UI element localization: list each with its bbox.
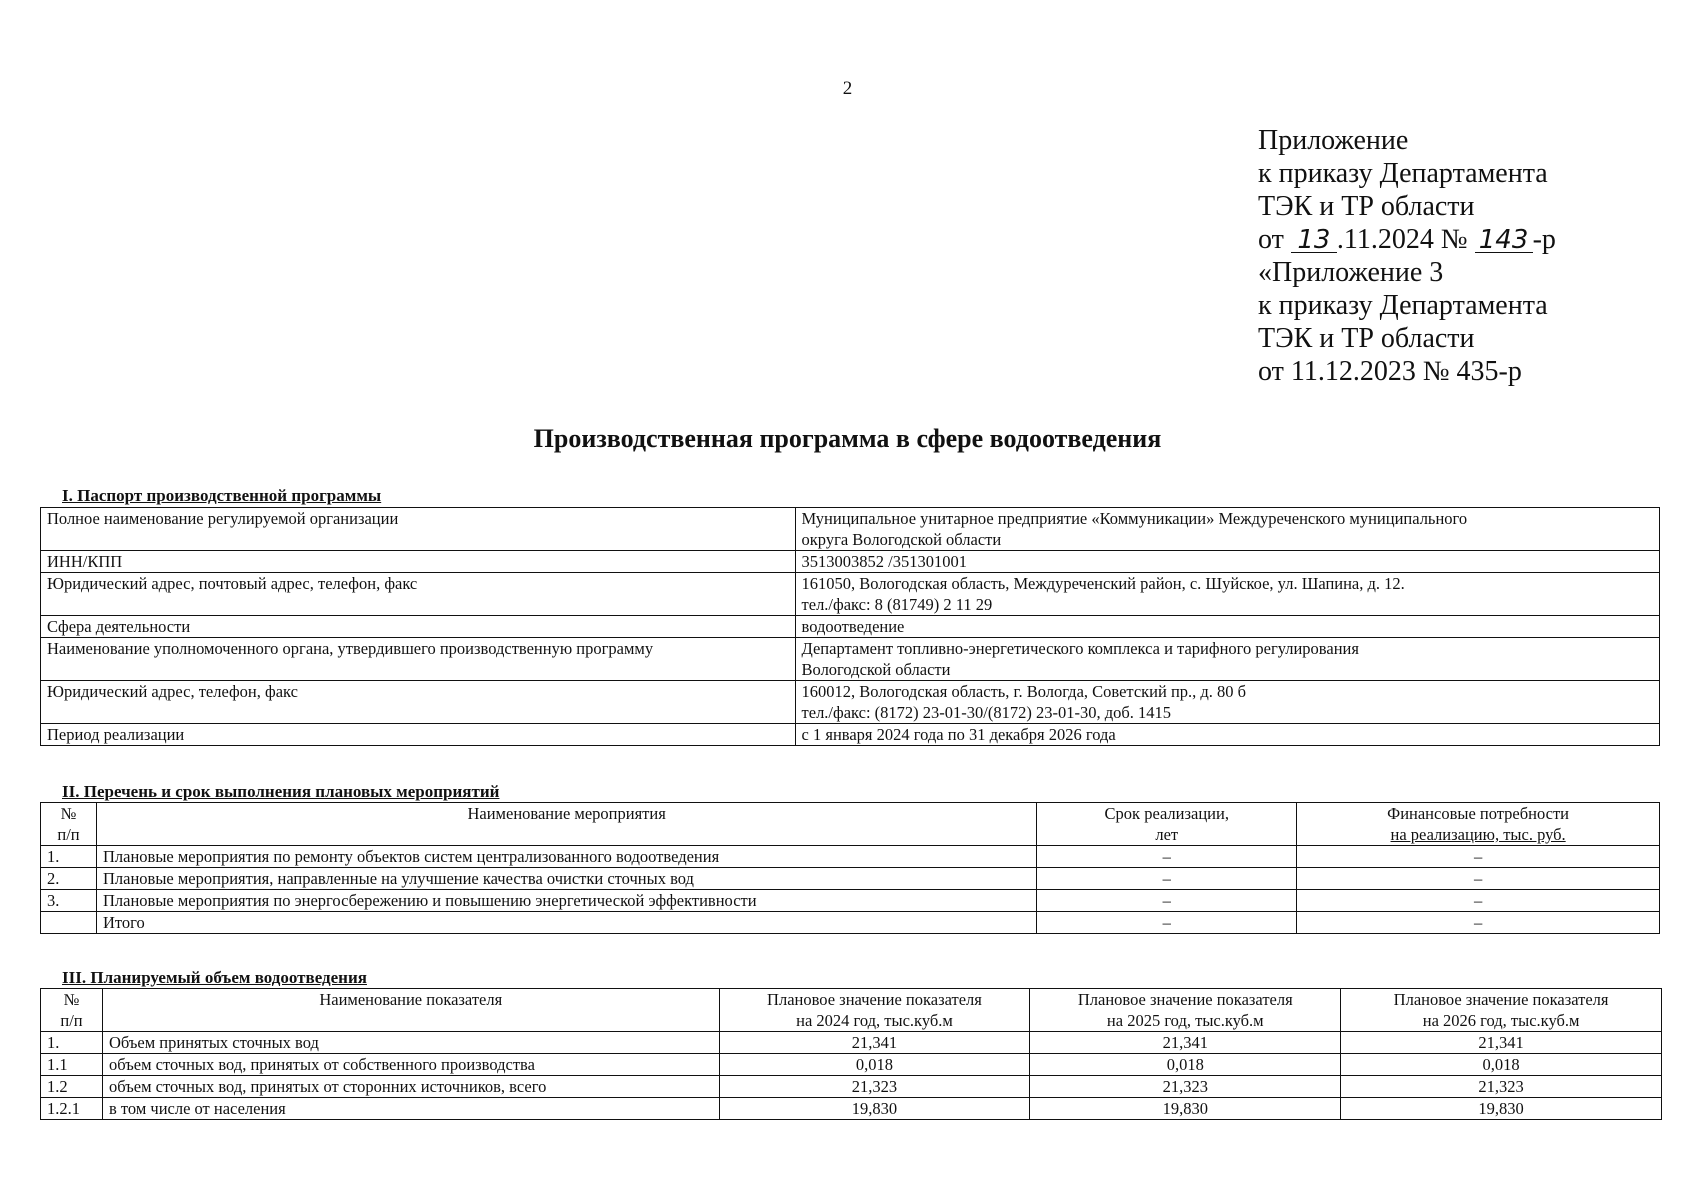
document-title: Производственная программа в сфере водоотведения <box>533 424 1162 453</box>
row-name: Плановые мероприятия, направленные на улучшение качества очистки сточных вод <box>96 868 1036 890</box>
passport-label: Юридический адрес, почтовый адрес, телефон, факс <box>41 573 796 616</box>
table-row <box>41 1076 1662 1098</box>
passport-value: 3513003852 /351301001 <box>795 551 1659 573</box>
row-value-2025: 0,018 <box>1030 1054 1341 1076</box>
appendix-line: ТЭК и ТР области <box>1258 323 1475 354</box>
section-title-passport: I. Паспорт производственной программы <box>62 486 382 505</box>
header-2024: Плановое значение показателя на 2024 год, тыс.куб.м <box>719 989 1030 1032</box>
appendix-block <box>1258 124 1556 388</box>
row-value-2026: 19,830 <box>1341 1098 1662 1120</box>
row-num: 1.2.1 <box>41 1098 103 1120</box>
header-name: Наименование показателя <box>102 989 719 1032</box>
table-row <box>41 681 1660 724</box>
appendix-order-line <box>1258 223 1556 256</box>
row-value-2025: 21,341 <box>1030 1032 1341 1054</box>
table-row-total <box>41 912 1660 934</box>
table-row <box>41 551 1660 573</box>
row-value-2024: 21,341 <box>719 1032 1030 1054</box>
passport-value: 161050, Вологодская область, Междуреченский район, с. Шуйское, ул. Шапина, д. 12. тел./факс: 8 (81749) 2 11 29 <box>795 573 1659 616</box>
passport-value: Муниципальное унитарное предприятие «Коммуникации» Междуреченского муниципального округа Вологодской области <box>795 508 1659 551</box>
row-value-2025: 21,323 <box>1030 1076 1341 1098</box>
passport-label: Сфера деятельности <box>41 616 796 638</box>
row-value-2024: 0,018 <box>719 1054 1030 1076</box>
handwritten-number: 143 <box>1475 228 1533 253</box>
row-value-2025: 19,830 <box>1030 1098 1341 1120</box>
volume-table <box>40 988 1662 1120</box>
table-row <box>41 508 1660 551</box>
row-value-2026: 0,018 <box>1341 1054 1662 1076</box>
passport-value: с 1 января 2024 года по 31 декабря 2026 года <box>795 724 1659 746</box>
passport-label: Наименование уполномоченного органа, утвердившего производственную программу <box>41 638 796 681</box>
appendix-line: Приложение <box>1258 125 1409 156</box>
handwritten-day: 13 <box>1291 228 1337 253</box>
table-row <box>41 573 1660 616</box>
appendix-line: от 11.12.2023 № 435-р <box>1258 356 1522 387</box>
row-value-2024: 19,830 <box>719 1098 1030 1120</box>
row-num <box>41 912 97 934</box>
header-2026: Плановое значение показателя на 2026 год, тыс.куб.м <box>1341 989 1662 1032</box>
table-header-row <box>41 989 1662 1032</box>
row-finance: – <box>1297 846 1660 868</box>
header-2025: Плановое значение показателя на 2025 год, тыс.куб.м <box>1030 989 1341 1032</box>
table-row <box>41 638 1660 681</box>
row-term: – <box>1037 890 1297 912</box>
header-finance: Финансовые потребности на реализацию, тыс. руб. <box>1297 803 1660 846</box>
header-num: № п/п <box>41 989 103 1032</box>
row-term: – <box>1037 868 1297 890</box>
header-term: Срок реализации, лет <box>1037 803 1297 846</box>
row-name: Плановые мероприятия по ремонту объектов систем централизованного водоотведения <box>96 846 1036 868</box>
table-header-row <box>41 803 1660 846</box>
table-row <box>41 846 1660 868</box>
row-num: 1. <box>41 1032 103 1054</box>
section-title-events: II. Перечень и срок выполнения плановых мероприятий <box>62 782 500 801</box>
row-term: – <box>1037 912 1297 934</box>
appendix-line: к приказу Департамента <box>1258 290 1548 321</box>
section-title-volume: III. Планируемый объем водоотведения <box>62 968 367 987</box>
passport-table <box>40 507 1660 746</box>
row-name: Итого <box>96 912 1036 934</box>
row-term: – <box>1037 846 1297 868</box>
passport-value: водоотведение <box>795 616 1659 638</box>
row-finance: – <box>1297 890 1660 912</box>
row-value-2026: 21,323 <box>1341 1076 1662 1098</box>
passport-label: ИНН/КПП <box>41 551 796 573</box>
appendix-line: ТЭК и ТР области <box>1258 191 1475 222</box>
table-row <box>41 1098 1662 1120</box>
page-number: 2 <box>842 78 853 99</box>
table-row <box>41 890 1660 912</box>
order-suffix: -р <box>1532 224 1556 255</box>
table-row <box>41 1032 1662 1054</box>
order-middle: .11.2024 № <box>1336 224 1468 255</box>
passport-label: Полное наименование регулируемой организации <box>41 508 796 551</box>
row-num: 1.2 <box>41 1076 103 1098</box>
header-name: Наименование мероприятия <box>96 803 1036 846</box>
appendix-line: к приказу Департамента <box>1258 158 1548 189</box>
row-name: Объем принятых сточных вод <box>102 1032 719 1054</box>
table-row <box>41 868 1660 890</box>
row-num: 2. <box>41 868 97 890</box>
row-name: в том числе от населения <box>102 1098 719 1120</box>
row-num: 1.1 <box>41 1054 103 1076</box>
row-name: объем сточных вод, принятых от собственного производства <box>102 1054 719 1076</box>
events-table <box>40 802 1660 934</box>
table-row <box>41 1054 1662 1076</box>
row-finance: – <box>1297 912 1660 934</box>
row-name: объем сточных вод, принятых от сторонних источников, всего <box>102 1076 719 1098</box>
row-finance: – <box>1297 868 1660 890</box>
table-row <box>41 724 1660 746</box>
row-num: 3. <box>41 890 97 912</box>
passport-value: Департамент топливно-энергетического комплекса и тарифного регулирования Вологодской области <box>795 638 1659 681</box>
passport-label: Период реализации <box>41 724 796 746</box>
row-value-2024: 21,323 <box>719 1076 1030 1098</box>
row-value-2026: 21,341 <box>1341 1032 1662 1054</box>
passport-label: Юридический адрес, телефон, факс <box>41 681 796 724</box>
order-prefix: от <box>1258 224 1284 255</box>
passport-value: 160012, Вологодская область, г. Вологда, Советский пр., д. 80 б тел./факс: (8172) 23-01-30/(8172) 23-01-30, доб. 1415 <box>795 681 1659 724</box>
header-num: № п/п <box>41 803 97 846</box>
row-name: Плановые мероприятия по энергосбережению и повышению энергетической эффективности <box>96 890 1036 912</box>
appendix-line: «Приложение 3 <box>1258 257 1444 288</box>
row-num: 1. <box>41 846 97 868</box>
table-row <box>41 616 1660 638</box>
